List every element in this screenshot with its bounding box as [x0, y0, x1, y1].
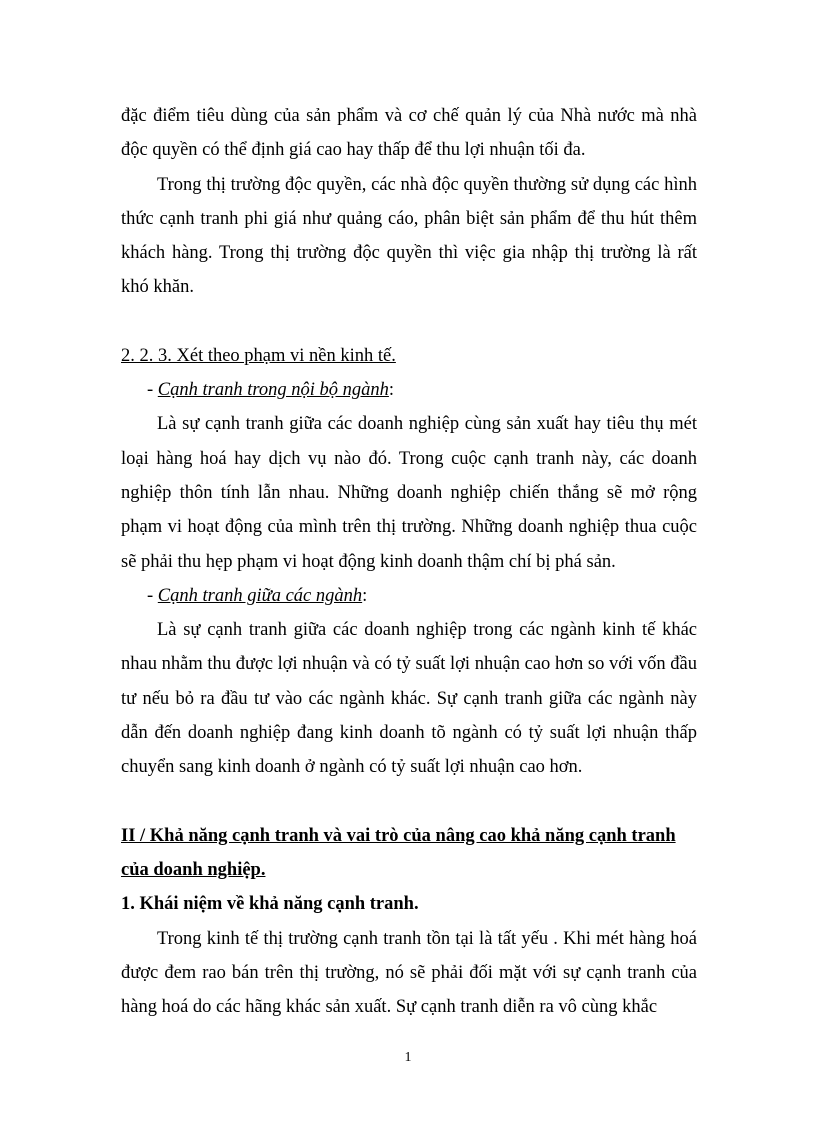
list-colon: : — [362, 585, 368, 606]
section-2-2-3-heading-text: 2. 2. 3. Xét theo phạm vi nền kinh tế. — [121, 345, 396, 366]
paragraph-3: Là sự cạnh tranh giữa các doanh nghiệp cùng sản xuất hay tiêu thụ mét loại hàng hoá hay dịch vụ nào đó. Trong cuộc cạnh tranh này, các doanh nghiệp thôn tính lẫn nhau. Những doanh nghiệp chiến thắng sẽ mở rộng phạm vi hoạt động của mình trên thị trường. Những doanh nghiệp thua cuộc sẽ phải thu hẹp phạm vi hoạt động kinh doanh thậm chí bị phá sản. — [121, 414, 697, 572]
list-colon: : — [388, 380, 395, 401]
paragraph-spacer — [121, 305, 697, 339]
paragraph-5: Trong kinh tế thị trường cạnh tranh tồn tại là tất yếu . Khi mét hàng hoá được đem rao bán trên thị trường, nó sẽ phải đối mặt với sự cạnh tranh của hàng hoá do các hãng khác sản xuất. Sự cạnh tranh diễn ra vô cùng khắc — [121, 928, 697, 1018]
paragraph-4: Là sự cạnh tranh giữa các doanh nghiệp trong các ngành kinh tế khác nhau nhằm thu được lợi nhuận và có tỷ suất lợi nhuận cao hơn so với vốn đầu tư nếu bỏ ra đầu tư vào các ngành khác. Sự cạnh tranh giữa các ngành này dẫn đến doanh nghiệp đang kinh doanh tõ ngành có tỷ suất lợi nhuận thấp chuyển sang kinh doanh ở ngành có tỷ suất lợi nhuận cao hơn. — [121, 620, 697, 778]
section-2-2-3-heading — [121, 339, 697, 373]
list-dash: - — [147, 585, 158, 606]
paragraph-spacer — [121, 785, 697, 819]
section-II-heading: II / Khả năng cạnh tranh và vai trò của nâng cao khả năng cạnh tranh của doanh nghiệp. — [121, 825, 676, 880]
list-dash: - — [147, 380, 158, 401]
section-1-heading: 1. Khái niệm về khả năng cạnh tranh. — [121, 894, 419, 915]
list-item-internal-competition — [121, 373, 697, 407]
list-item-internal-competition-label: Cạnh tranh trong nội bộ ngành — [157, 380, 389, 401]
page-number: 1 — [404, 1050, 412, 1065]
list-item-inter-industry-competition — [121, 579, 697, 613]
paragraph-2: Trong thị trường độc quyền, các nhà độc quyền thường sử dụng các hình thức cạnh tranh phi giá như quảng cáo, phân biệt sản phẩm để thu hút thêm khách hàng. Trong thị trường độc quyền thì việc gia nhập thị trường là rất khó khăn. — [121, 174, 697, 298]
document-body — [121, 99, 697, 1024]
list-item-inter-industry-competition-label: Cạnh tranh giữa các ngành — [157, 585, 363, 606]
paragraph-1: đặc điểm tiêu dùng của sản phẩm và cơ chế quản lý của Nhà nước mà nhà độc quyền có thể định giá cao hay thấp để thu lợi nhuận tối đa. — [121, 106, 697, 161]
